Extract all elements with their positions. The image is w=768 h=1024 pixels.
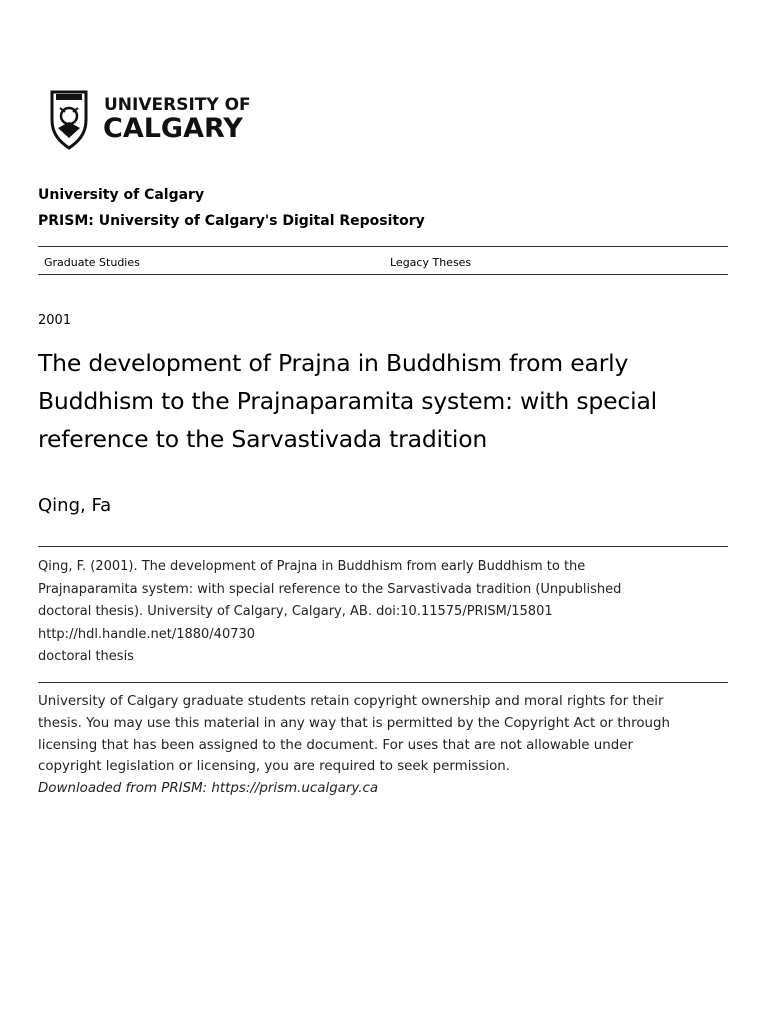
document-author: Qing, Fa xyxy=(38,495,112,516)
logo-line2: CALGARY xyxy=(103,113,243,144)
downloaded-from-link[interactable]: Downloaded from PRISM: https://prism.ucalgary.ca xyxy=(38,781,379,796)
repository-header xyxy=(38,182,425,234)
publication-year: 2001 xyxy=(38,313,72,328)
document-title: The development of Prajna in Buddhism from early Buddhism to the Prajnaparamita system: with special reference to the Sarvastivada tradition xyxy=(38,349,657,453)
rights-line: licensing that has been assigned to the document. For uses that are not allowable under xyxy=(38,737,634,753)
citation-line: Prajnaparamita system: with special reference to the Sarvastivada tradition (Unpublished xyxy=(38,581,622,597)
rights-line: thesis. You may use this material in any way that is permitted by the Copyright Act or through xyxy=(38,715,671,731)
repository-name: PRISM: University of Calgary's Digital Repository xyxy=(38,213,425,229)
divider xyxy=(38,546,728,547)
crest-icon xyxy=(52,92,86,148)
logo-line1: UNIVERSITY OF xyxy=(104,95,251,115)
document-type: doctoral thesis xyxy=(38,649,134,664)
rights-statement xyxy=(38,691,728,778)
rights-line: University of Calgary graduate students retain copyright ownership and moral rights for their xyxy=(38,694,664,709)
rights-line: copyright legislation or licensing, you are required to seek permission. xyxy=(38,759,511,775)
collection-graduate-studies: Graduate Studies xyxy=(44,256,140,269)
divider xyxy=(38,682,728,683)
citation-line: Qing, F. (2001). The development of Prajna in Buddhism from early Buddhism to the xyxy=(38,559,586,574)
handle-link[interactable]: http://hdl.handle.net/1880/40730 xyxy=(38,626,256,642)
university-logo xyxy=(38,72,278,164)
citation-block xyxy=(38,556,728,669)
institution-name: University of Calgary xyxy=(38,187,205,203)
citation-line: doctoral thesis). University of Calgary, Calgary, AB. doi:10.11575/PRISM/15801 xyxy=(38,604,553,619)
collection-row xyxy=(38,246,728,275)
collection-legacy-theses: Legacy Theses xyxy=(390,256,472,269)
university-crest-logo xyxy=(38,72,278,164)
